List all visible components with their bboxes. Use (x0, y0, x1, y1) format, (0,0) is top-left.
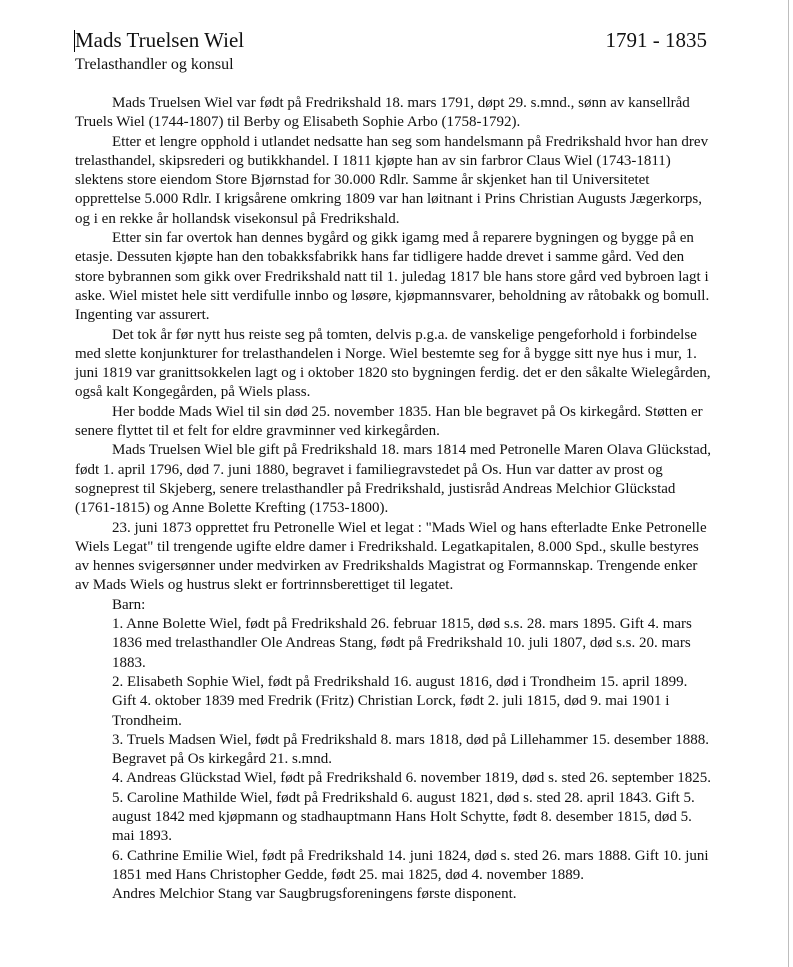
paragraph: Her bodde Mads Wiel til sin død 25. november 1835. Han ble begravet på Os kirkegård. Støtten er senere flyttet til et felt for eldre gravminner ved kirkegården. (75, 403, 703, 440)
paragraph: Mads Truelsen Wiel ble gift på Fredrikshald 18. mars 1814 med Petronelle Maren Olava Glückstad, født 1. april 1796, død 7. juni 1880, begravet i familiegravstedet på Os. Hun var datter av prost og sogneprest til Skjeberg, senere trelasthandler på Fredrikshald, justisråd Andreas Melchior Glückstad (1761-1815) og Anne Bolette Krefting (1753-1800). (75, 442, 712, 517)
paragraph: Etter et lengre opphold i utlandet nedsatte han seg som handelsmann på Fredrikshald hvor han drev trelasthandel, skipsrederi og butikkhandel. I 1811 kjøpte han av sin farbror Claus Wiel (1743-1811) slektens store eiendom Store Bjørnstad for 30.000 Rdlr. Samme år skjenket han til Universitetet opprettelse 5.000 Rdlr. I krigsårene omkring 1809 var han løitnant i Prins Christian Augusts Jægerkorps, og i en rekke år hollandsk visekonsul på Fredrikshald. (75, 133, 709, 227)
list-item: 6. Cathrine Emilie Wiel, født på Fredrikshald 14. juni 1824, død s. sted 26. mars 1888. Gift 10. juni 1851 med Hans Christopher Gedde, født 25. mai 1825, død 4. november 1889. (112, 847, 709, 883)
document-page (75, 0, 715, 903)
list-item: 5. Caroline Mathilde Wiel, født på Fredrikshald 6. august 1821, død s. sted 28. april 1843. Gift 5. august 1842 med kjøpmann og stadhauptmann Hans Holt Schytte, født 8. desember 1815, død 5. mai 1893. (112, 789, 695, 845)
page-title: Mads Truelsen Wiel (75, 28, 245, 52)
document-body (75, 94, 715, 904)
page-edge-rule (788, 0, 789, 967)
paragraph: Etter sin far overtok han dennes bygård og gikk igamg med å reparere bygningen og bygge på en etasje. Dessuten kjøpte han den tobakksfabrikk hans far tidligere hadde drevet i samme gård. Ved den store bybrannen som gikk over Fredrikshald natt til 1. juledag 1817 ble hans store gård ved bybroen lagt i aske. Wiel mistet hele sitt verdifulle innbo og løsøre, kjøpmannsvarer, beholdning av råtobakk og bomull. Ingenting var assurert. (75, 230, 710, 324)
children-heading: Barn: (112, 596, 146, 613)
list-item: 4. Andreas Glückstad Wiel, født på Fredrikshald 6. november 1819, død s. sted 26. september 1825. (112, 770, 712, 787)
paragraph: Mads Truelsen Wiel var født på Fredrikshald 18. mars 1791, døpt 29. s.mnd., sønn av kansellråd Truels Wiel (1744-1807) til Berby og Elisabeth Sophie Arbo (1758-1792). (75, 95, 690, 131)
children-list (75, 615, 715, 885)
list-item: 2. Elisabeth Sophie Wiel, født på Fredrikshald 16. august 1816, død i Trondheim 15. april 1899. Gift 4. oktober 1839 med Fredrik (Fritz) Christian Lorck, født 2. juli 1815, død 9. mai 1901 i Trondheim. (112, 673, 688, 729)
paragraph: Det tok år før nytt hus reiste seg på tomten, delvis p.g.a. de vanskelige pengeforhold i forbindelse med slette konjunkturer for trelasthandelen i Norge. Wiel bestemte seg for å bygge sitt nye hus i mur, 1. juni 1819 var granittsokkelen lagt og i oktober 1820 sto bygningen ferdig. det er den såkalte Wielegården, også kalt Kongegården, på Wiels plass. (75, 326, 711, 401)
closing-note: Andres Melchior Stang var Saugbrugsforeningens første disponent. (112, 886, 517, 903)
lifespan-years: 1791 - 1835 (605, 28, 707, 52)
paragraph: 23. juni 1873 opprettet fru Petronelle Wiel et legat : "Mads Wiel og hans efterladte Enke Petronelle Wiels Legat" til trengende ugifte eldre damer i Fredrikshald. Legatkapitalen, 8.000 Spd., skulle bestyres av hennes svigersønner under medvirken av Fredrikshalds Magistrat og Formannskap. Trengende enker av Mads Wiels og hustrus slekt er fortrinnsberettiget til legatet. (75, 519, 707, 594)
list-item: 3. Truels Madsen Wiel, født på Fredrikshald 8. mars 1818, død på Lillehammer 15. desember 1888. Begravet på Os kirkegård 21. s.mnd. (112, 731, 709, 768)
page-subtitle: Trelasthandler og konsul (75, 56, 234, 73)
document-header (75, 0, 715, 73)
list-item: 1. Anne Bolette Wiel, født på Fredrikshald 26. februar 1815, død s.s. 28. mars 1895. Gift 4. mars 1836 med trelasthandler Ole Andreas Stang, født på Fredrikshald 10. juli 1807, død s.s. 20. mars 1883. (112, 616, 692, 671)
